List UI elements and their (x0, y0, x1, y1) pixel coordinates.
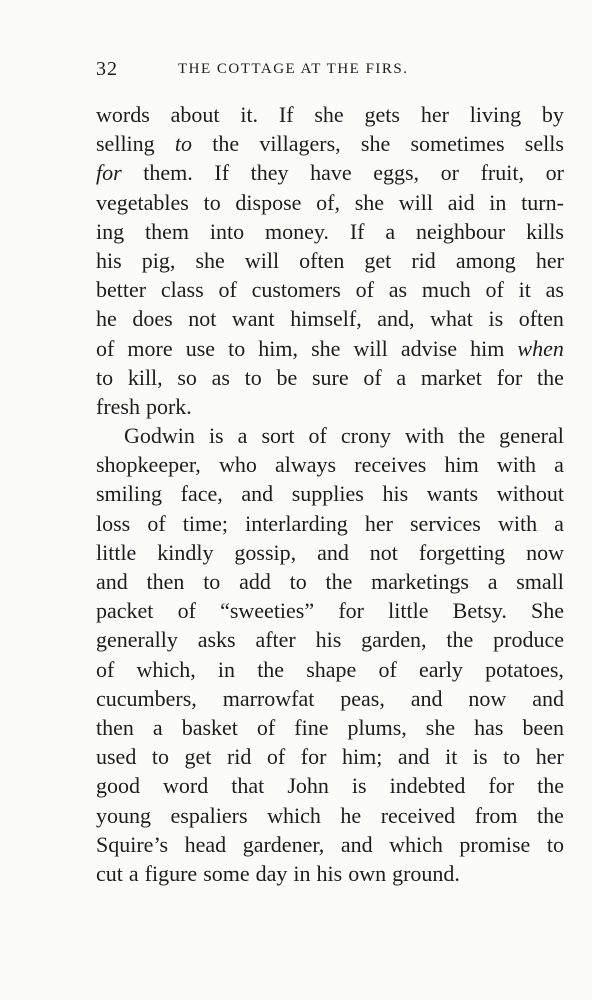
word: young (96, 802, 151, 828)
word: gardener, (242, 831, 325, 857)
word: “sweeties” (220, 598, 315, 624)
word: which (267, 802, 321, 828)
word: the (537, 773, 564, 799)
word: market (420, 364, 482, 390)
word: of (266, 744, 286, 770)
word: cut (96, 860, 123, 886)
word: often (299, 247, 345, 273)
word: and (397, 744, 430, 770)
word: she (354, 189, 385, 215)
word: If (214, 160, 230, 186)
word: gets (364, 102, 400, 127)
word: use (185, 335, 216, 361)
text-line (96, 655, 564, 684)
text-line (96, 538, 564, 567)
word: produce (493, 627, 564, 653)
word: day (255, 860, 288, 886)
word: of (308, 423, 327, 449)
word: among (455, 247, 516, 273)
word: a (128, 860, 139, 886)
word: get (364, 247, 392, 273)
word: he (96, 306, 117, 332)
word: money. (264, 218, 329, 244)
word: little (96, 539, 137, 565)
text-line (96, 509, 564, 538)
word: crony (340, 423, 391, 449)
word: of (96, 335, 115, 361)
word: of (378, 656, 397, 682)
word: them (145, 218, 189, 244)
word: after (255, 627, 296, 653)
word: basket (181, 714, 238, 740)
word: the (325, 569, 353, 594)
word: what (430, 306, 473, 332)
word: aid (447, 189, 475, 215)
word: her (535, 247, 564, 273)
word: in (217, 656, 236, 682)
text-line (96, 158, 564, 187)
word: the (536, 364, 564, 390)
word: that (231, 773, 265, 799)
word: loss (96, 510, 131, 536)
word: to (546, 831, 564, 857)
word: in (293, 860, 311, 886)
word: she (360, 131, 391, 157)
word: him; (341, 744, 383, 770)
word: she (425, 714, 456, 740)
word: a (152, 714, 163, 740)
word: has (474, 714, 504, 740)
text-line (96, 334, 564, 363)
word: rid (411, 247, 436, 273)
text-line (96, 771, 564, 800)
text-line (96, 363, 564, 392)
word: rid (226, 744, 252, 770)
word: received (380, 802, 456, 828)
word: as (545, 277, 564, 303)
word: general (499, 423, 564, 449)
word: face, (180, 481, 223, 507)
word: be (276, 364, 298, 390)
word: of (147, 510, 166, 536)
word: is (472, 744, 488, 770)
text-line (96, 129, 564, 158)
text-line (96, 479, 564, 508)
word: he (340, 802, 362, 828)
word: it. (240, 102, 259, 127)
word: sells (524, 131, 564, 157)
word: of (355, 277, 374, 303)
word: the (212, 131, 240, 157)
word: the (537, 802, 564, 828)
word: packet (96, 598, 154, 624)
text-line (96, 421, 564, 450)
word: the (257, 656, 285, 682)
word: generally (96, 627, 178, 653)
text-line (96, 830, 564, 859)
word: to (96, 364, 114, 390)
word: she (311, 335, 341, 361)
word: some (203, 860, 250, 886)
word: so (177, 364, 197, 390)
word: kills (526, 218, 564, 244)
word: own (348, 860, 387, 886)
word: villagers, (259, 131, 341, 157)
word: pork. (145, 393, 192, 419)
word: and (410, 685, 443, 711)
word: have (310, 160, 352, 186)
text-line (96, 742, 564, 771)
word: her (535, 744, 564, 770)
word: of (96, 656, 115, 682)
text-line (96, 859, 564, 888)
word: much (421, 277, 471, 303)
word: ground. (392, 860, 460, 886)
word: little (388, 598, 429, 624)
word: class (160, 277, 204, 303)
word: and (96, 569, 128, 594)
word: kindly (157, 539, 214, 565)
text-line (96, 801, 564, 830)
word: with (496, 452, 536, 478)
word: advise (400, 335, 458, 361)
word: time; (182, 510, 228, 536)
word: to (203, 569, 221, 594)
word: kill, (127, 364, 163, 390)
word: it (518, 277, 531, 303)
word: when (517, 335, 564, 361)
word: want (231, 306, 275, 332)
word: eggs, (373, 160, 420, 186)
word: will (244, 247, 280, 273)
word: him (444, 452, 479, 478)
word: with (405, 423, 445, 449)
word: potatoes, (485, 656, 564, 682)
word: of, (316, 189, 340, 215)
word: not (188, 306, 217, 332)
text-line (96, 275, 564, 304)
word: figure (144, 860, 198, 886)
word: add (239, 569, 271, 594)
text-line (96, 684, 564, 713)
word: fresh (96, 393, 140, 419)
word: from (474, 802, 518, 828)
word: turn- (521, 189, 564, 215)
word: him, (258, 335, 299, 361)
word: asks (197, 627, 236, 653)
running-head (96, 58, 476, 80)
word: word (163, 773, 209, 799)
word: words (96, 102, 150, 127)
word: with (497, 510, 538, 536)
word: his (315, 627, 342, 653)
word: which, (136, 656, 196, 682)
word: neighbour (415, 218, 506, 244)
word: for (338, 598, 364, 624)
word: or (440, 160, 459, 186)
word: pig, (141, 247, 176, 273)
word: plums, (347, 714, 407, 740)
word: gossip, (234, 539, 297, 565)
word: about (170, 102, 220, 127)
word: Squire’s (96, 831, 169, 857)
word: for (300, 744, 327, 770)
word: now (526, 539, 564, 565)
word: him (470, 335, 505, 361)
word: and (340, 831, 373, 857)
word: sometimes (410, 131, 505, 157)
word: which (389, 831, 443, 857)
word: to (203, 189, 221, 215)
word: more (127, 335, 173, 361)
word: used (96, 744, 137, 770)
text-line (96, 100, 564, 129)
word: for (488, 773, 515, 799)
word: now (468, 685, 507, 711)
word: selling (96, 131, 155, 157)
word: who (218, 452, 257, 478)
word: and, (377, 306, 415, 332)
word: garden, (361, 627, 427, 653)
word: his (382, 481, 409, 507)
word: to (174, 131, 193, 157)
word: does (132, 306, 173, 332)
word: her (420, 102, 449, 127)
word: of (256, 714, 276, 740)
word: his (316, 860, 343, 886)
text-line (96, 188, 564, 217)
word: marrowfat (222, 685, 315, 711)
word: If (349, 218, 365, 244)
word: been (522, 714, 564, 740)
word: indebted (389, 773, 466, 799)
word: a (237, 423, 248, 449)
text-line (96, 567, 564, 596)
word: promise (459, 831, 531, 857)
word: not (369, 539, 398, 565)
text-line (96, 596, 564, 625)
word: living (469, 102, 522, 127)
word: better (96, 277, 147, 303)
word: then (146, 569, 185, 594)
text-line (96, 625, 564, 654)
word: marketings (371, 569, 469, 594)
word: vegetables (96, 189, 189, 215)
word: dispose (235, 189, 302, 215)
word: into (209, 218, 245, 244)
page-number: 32 (96, 58, 118, 80)
word: the (446, 627, 474, 653)
word: they (250, 160, 289, 186)
word: small (516, 569, 564, 594)
word: of (363, 364, 382, 390)
word: his (96, 247, 122, 273)
word: a (487, 569, 498, 594)
word: often (518, 306, 564, 332)
word: fine (294, 714, 329, 740)
word: as (388, 277, 408, 303)
word: a (554, 452, 564, 478)
word: of (218, 277, 237, 303)
word: customers (251, 277, 341, 303)
word: will (398, 189, 433, 215)
word: the (458, 423, 486, 449)
word: peas, (340, 685, 385, 711)
text-line (96, 450, 564, 479)
word: receives (354, 452, 427, 478)
word: or (545, 160, 564, 186)
word: and (241, 481, 274, 507)
text-line (96, 246, 564, 275)
word: early (418, 656, 463, 682)
word: for (496, 364, 523, 390)
word: and (317, 539, 349, 565)
word: it (445, 744, 458, 770)
word: always (275, 452, 337, 478)
word: she (314, 102, 344, 127)
text-line (96, 217, 564, 246)
word: is (351, 773, 367, 799)
word: a (554, 510, 564, 536)
word: fruit, (480, 160, 524, 186)
word: She (531, 598, 564, 624)
body-text (96, 100, 564, 888)
word: ing (96, 218, 125, 244)
word: is (488, 306, 504, 332)
text-line (96, 392, 564, 421)
word: to (151, 744, 169, 770)
word: of (485, 277, 504, 303)
word: by (541, 102, 564, 127)
word: sort (261, 423, 295, 449)
word: himself, (290, 306, 362, 332)
word: to (289, 569, 307, 594)
word: Godwin (124, 423, 195, 449)
word: then (96, 714, 134, 740)
word: interlarding (245, 510, 348, 536)
word: a (396, 364, 407, 390)
word: espaliers (170, 802, 248, 828)
word: her (364, 510, 393, 536)
word: shape (306, 656, 357, 682)
word: get (184, 744, 212, 770)
word: to (503, 744, 521, 770)
word: will (353, 335, 388, 361)
word: as (211, 364, 230, 390)
word: services (410, 510, 481, 536)
word: a (385, 218, 396, 244)
word: wants (426, 481, 479, 507)
word: for (96, 160, 122, 186)
word: of (177, 598, 196, 624)
word: she (195, 247, 225, 273)
word: If (278, 102, 294, 127)
word: without (496, 481, 564, 507)
word: good (96, 773, 140, 799)
word: and (532, 685, 564, 711)
word: forgetting (418, 539, 506, 565)
word: Betsy. (452, 598, 507, 624)
text-line (96, 304, 564, 333)
word: John (287, 773, 329, 799)
word: is (208, 423, 224, 449)
word: smiling (96, 481, 163, 507)
word: cucumbers, (96, 685, 197, 711)
word: to (228, 335, 246, 361)
word: supplies (291, 481, 364, 507)
word: them. (143, 160, 193, 186)
word: shopkeeper, (96, 452, 201, 478)
word: head (184, 831, 227, 857)
running-title: THE COTTAGE AT THE FIRS. (178, 61, 409, 77)
word: to (244, 364, 262, 390)
text-line (96, 713, 564, 742)
word: sure (311, 364, 349, 390)
word: in (489, 189, 507, 215)
